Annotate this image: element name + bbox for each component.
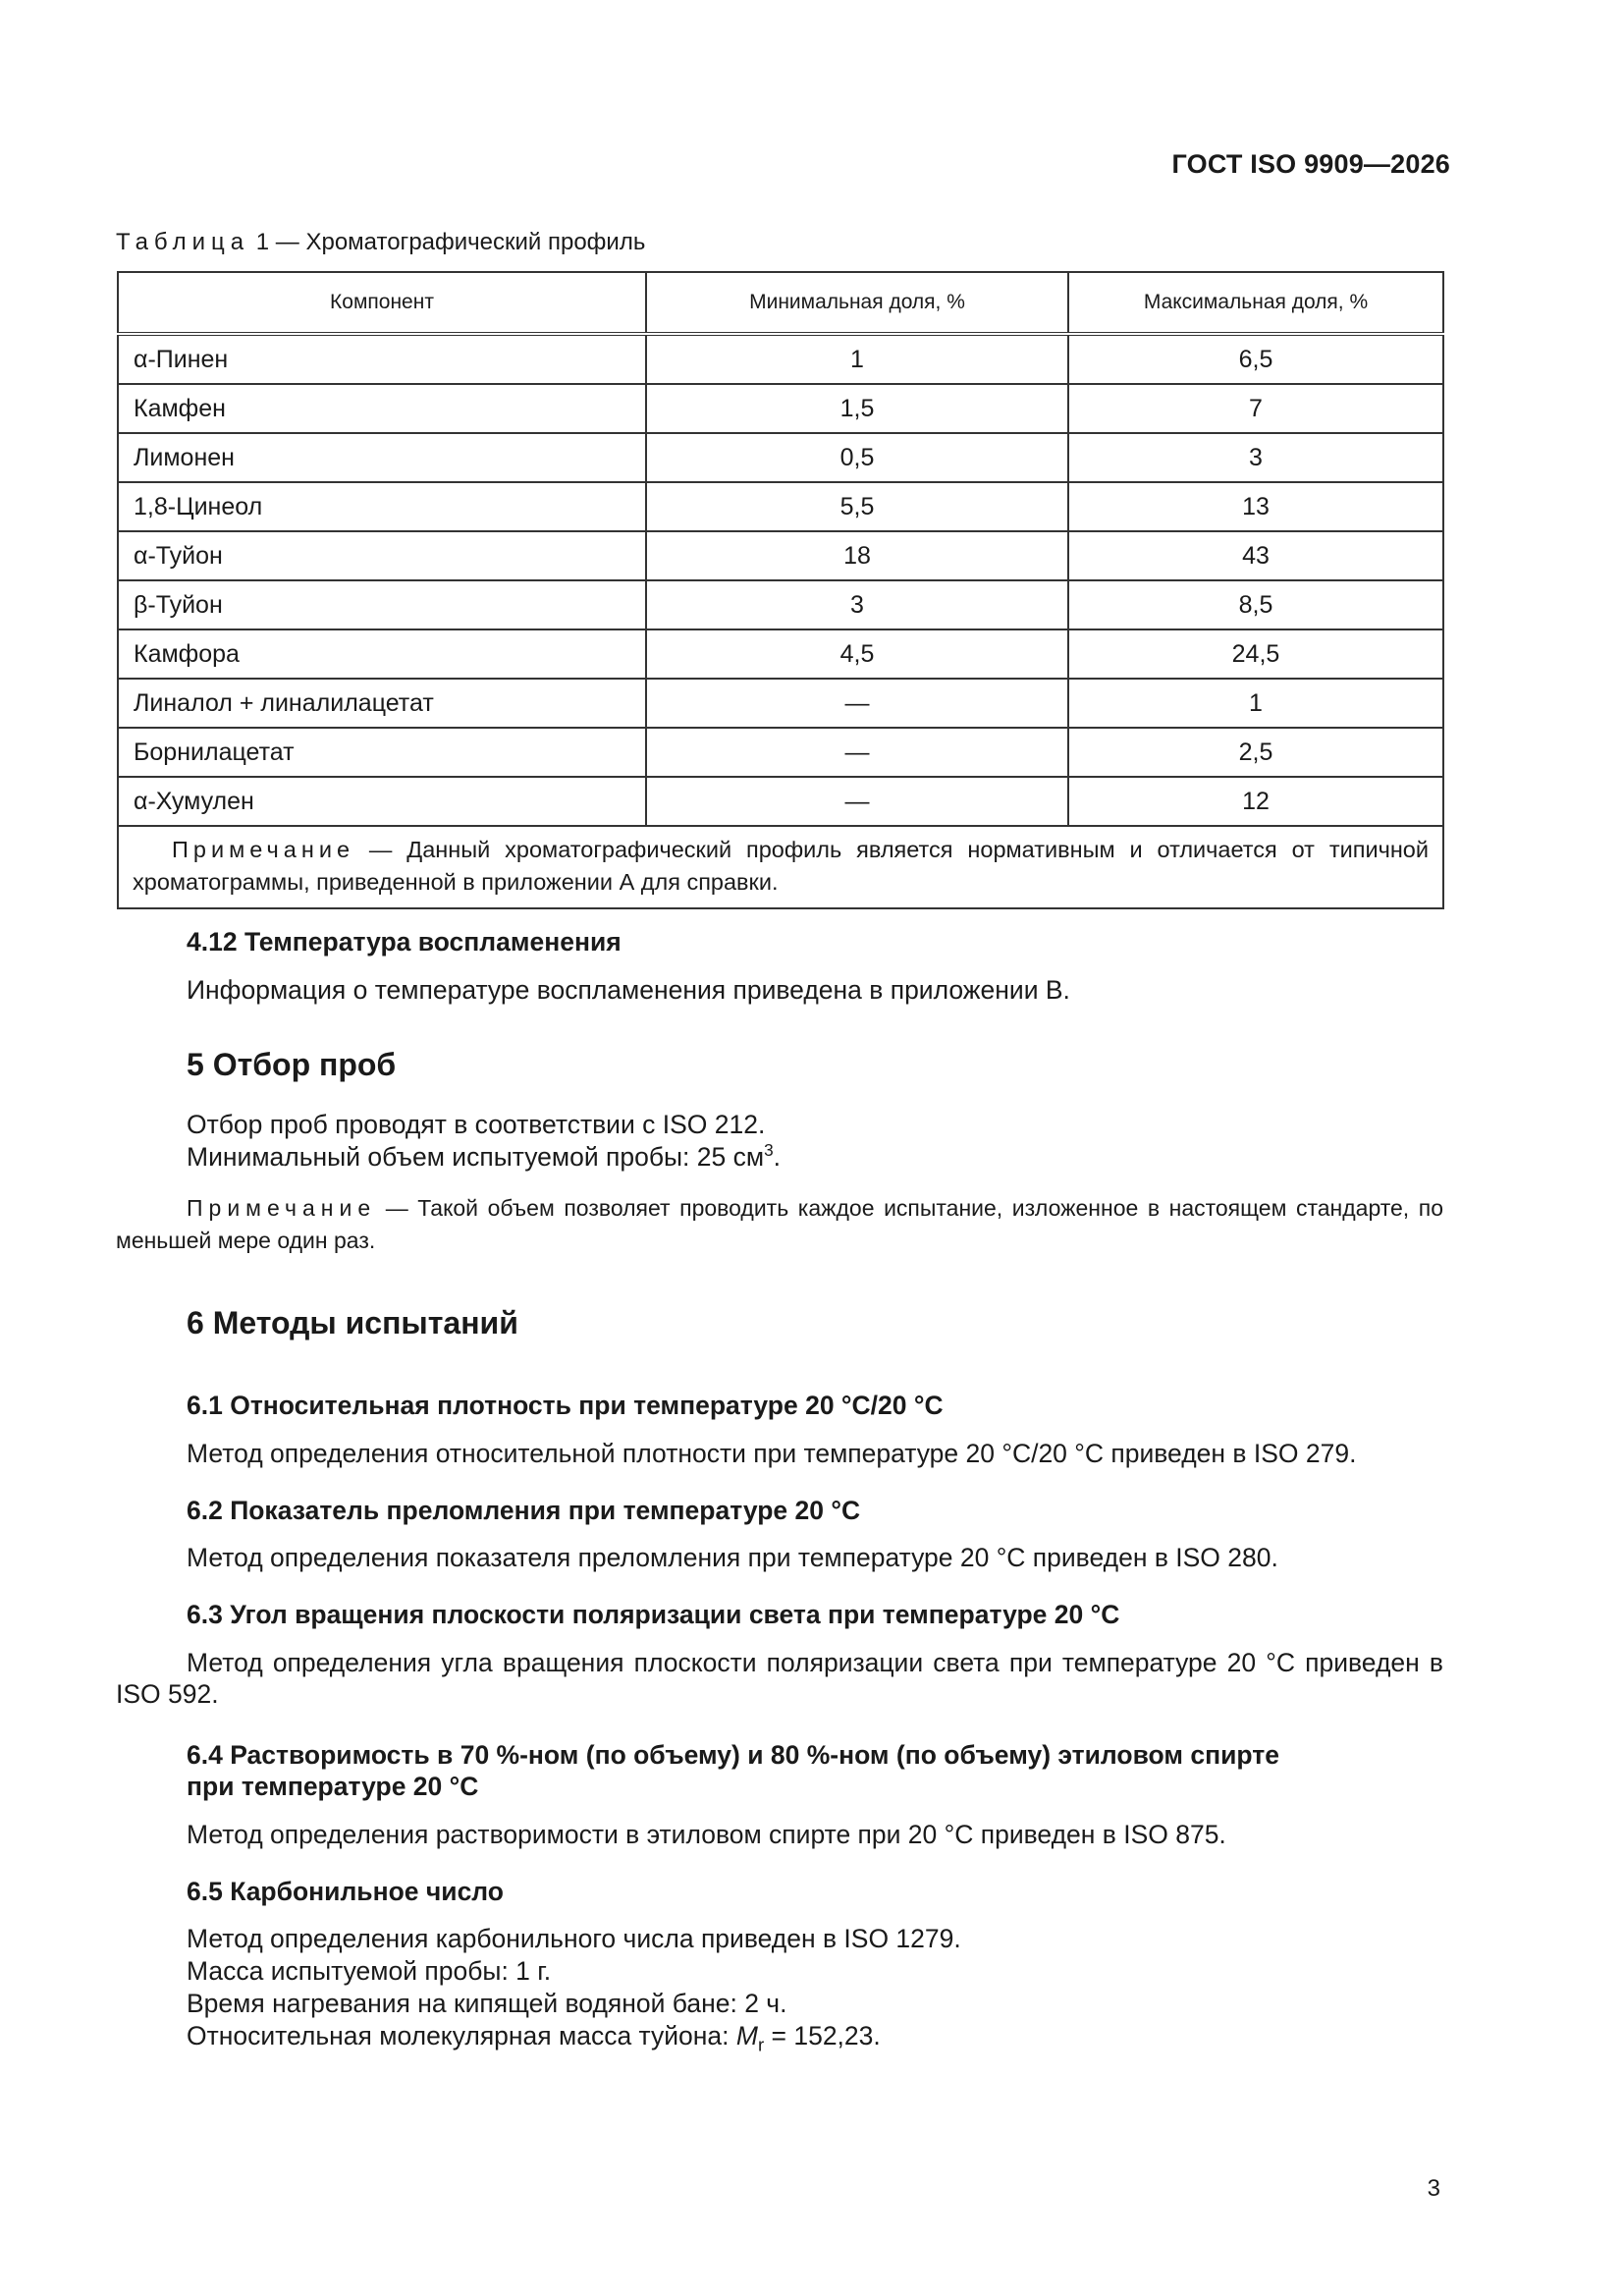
min-cell: 5,5 (646, 482, 1068, 531)
max-cell: 6,5 (1068, 334, 1443, 384)
min-cell: — (646, 728, 1068, 777)
table-note-text: — Данный хроматографический профиль является нормативным и отличается от типичной хроматограммы, приведенной в приложении А для справки. (133, 837, 1429, 895)
standard-code: ГОСТ ISO 9909—2026 (1171, 149, 1450, 179)
table-note-label: Примечание (172, 837, 355, 862)
table-caption-text: 1 — Хроматографический профиль (255, 229, 646, 255)
section-5-note-label: Примечание (187, 1195, 377, 1221)
table-row (118, 777, 1443, 826)
section-5-line-1: Отбор проб проводят в соответствии с ISO 212. (187, 1110, 766, 1139)
max-cell: 13 (1068, 482, 1443, 531)
table-caption-label: Таблица (116, 229, 250, 255)
min-cell: — (646, 777, 1068, 826)
molar-mass-symbol: M (735, 2021, 758, 2050)
sample-volume-text: Минимальный объем испытуемой пробы: 25 см (187, 1142, 765, 1172)
table-row (118, 679, 1443, 728)
sentence-end: . (773, 1142, 782, 1172)
min-cell: 18 (646, 531, 1068, 580)
min-cell: 0,5 (646, 433, 1068, 482)
section-6-4-heading-line-1: 6.4 Растворимость в 70 %-ном (по объему) и 80 %-ном (по объему) этиловом спирте (187, 1740, 1279, 1770)
section-4-12-text: Информация о температуре воспламенения приведена в приложении В. (187, 975, 1070, 1005)
section-6-5-line-3: Время нагревания на кипящей водяной бане: 2 ч. (187, 1989, 787, 2018)
column-header-min: Минимальная доля, % (646, 272, 1068, 334)
section-4-12-heading: 4.12 Температура воспламенения (187, 927, 622, 957)
table-caption (116, 229, 645, 256)
section-5-line-2 (187, 1141, 781, 1173)
component-cell: Камфен (118, 384, 646, 433)
component-cell: Линалол + линалилацетат (118, 679, 646, 728)
section-6-4-heading (187, 1739, 1279, 1802)
component-cell: β-Туйон (118, 580, 646, 629)
component-cell: 1,8-Цинеол (118, 482, 646, 531)
section-6-5-line-1: Метод определения карбонильного числа приведен в ISO 1279. (187, 1924, 961, 1953)
min-cell: 1 (646, 334, 1068, 384)
section-6-4-text: Метод определения растворимости в этиловом спирте при 20 °С приведен в ISO 875. (187, 1820, 1226, 1849)
section-6-3-heading: 6.3 Угол вращения плоскости поляризации света при температуре 20 °С (187, 1600, 1120, 1629)
max-cell: 12 (1068, 777, 1443, 826)
section-6-1-heading: 6.1 Относительная плотность при температуре 20 °С/20 °С (187, 1391, 944, 1420)
component-cell: Камфора (118, 629, 646, 679)
max-cell: 2,5 (1068, 728, 1443, 777)
column-header-component: Компонент (118, 272, 646, 334)
min-cell: 4,5 (646, 629, 1068, 679)
max-cell: 3 (1068, 433, 1443, 482)
molar-mass-subscript: r (757, 2034, 765, 2055)
table-row (118, 728, 1443, 777)
section-5-note-text: — Такой объем позволяет проводить каждое испытание, изложенное в настоящем стандарте, по меньшей мере один раз. (116, 1195, 1443, 1253)
max-cell: 1 (1068, 679, 1443, 728)
section-6-3-text: Метод определения угла вращения плоскости поляризации света при температуре 20 °С приведен в ISO 592. (116, 1648, 1443, 1709)
section-6-5-line-2: Масса испытуемой пробы: 1 г. (187, 1956, 552, 1986)
section-6-4-heading-line-2: при температуре 20 °С (187, 1772, 479, 1801)
table-row (118, 580, 1443, 629)
section-6-5-heading: 6.5 Карбонильное число (187, 1877, 504, 1906)
section-6-heading: 6 Методы испытаний (187, 1305, 518, 1340)
table-header-row (118, 272, 1443, 334)
component-cell: Борнилацетат (118, 728, 646, 777)
section-5-note (116, 1192, 1443, 1257)
table-note (118, 826, 1443, 908)
molar-mass-value: = 152,23. (764, 2021, 881, 2050)
column-header-max: Максимальная доля, % (1068, 272, 1443, 334)
component-cell: Лимонен (118, 433, 646, 482)
section-6-5-line-4 (187, 2020, 881, 2055)
min-cell: — (646, 679, 1068, 728)
max-cell: 8,5 (1068, 580, 1443, 629)
chromatographic-profile-table (117, 271, 1444, 909)
section-6-2-text: Метод определения показателя преломления при температуре 20 °С приведен в ISO 280. (187, 1543, 1278, 1572)
section-6-1-text: Метод определения относительной плотности при температуре 20 °С/20 °С приведен в ISO 279. (187, 1439, 1357, 1468)
component-cell: α-Хумулен (118, 777, 646, 826)
min-cell: 3 (646, 580, 1068, 629)
superscript: 3 (764, 1140, 774, 1161)
max-cell: 43 (1068, 531, 1443, 580)
table-row (118, 384, 1443, 433)
max-cell: 24,5 (1068, 629, 1443, 679)
table-row (118, 334, 1443, 384)
page-number: 3 (1427, 2175, 1440, 2202)
max-cell: 7 (1068, 384, 1443, 433)
table-row (118, 531, 1443, 580)
molar-mass-label: Относительная молекулярная масса туйона: (187, 2021, 736, 2050)
section-5-heading: 5 Отбор проб (187, 1047, 397, 1082)
table-note-row (118, 826, 1443, 908)
min-cell: 1,5 (646, 384, 1068, 433)
table-row (118, 482, 1443, 531)
table-row (118, 629, 1443, 679)
table-row (118, 433, 1443, 482)
component-cell: α-Туйон (118, 531, 646, 580)
section-6-2-heading: 6.2 Показатель преломления при температуре 20 °С (187, 1496, 861, 1525)
component-cell: α-Пинен (118, 334, 646, 384)
